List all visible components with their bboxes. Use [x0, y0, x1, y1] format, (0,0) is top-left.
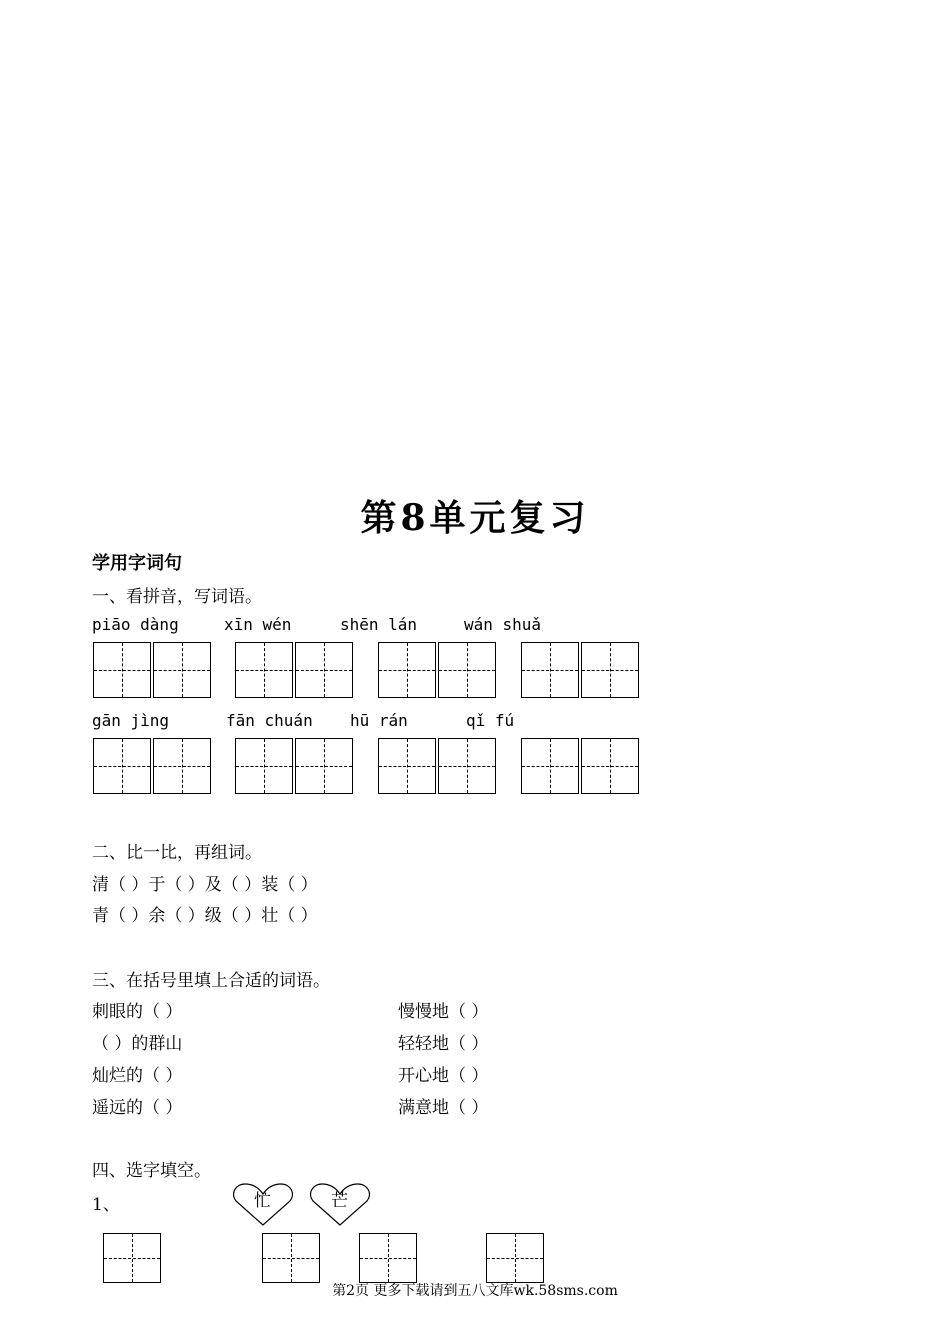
- writing-box[interactable]: [521, 738, 579, 794]
- pinyin-6: fān chuán: [226, 711, 313, 730]
- page-title: 第8单元复习: [360, 497, 590, 539]
- writing-box[interactable]: [378, 642, 436, 698]
- pinyin-4: wán shuǎ: [464, 615, 542, 634]
- answer-box[interactable]: [262, 1233, 320, 1283]
- fill-right-2: 轻轻地（ ）: [398, 1034, 489, 1054]
- answer-box[interactable]: [103, 1233, 161, 1283]
- choice-char-1: 忙: [254, 1191, 271, 1211]
- section3-heading: 三、在括号里填上合适的词语。: [92, 971, 330, 991]
- writing-box[interactable]: [438, 738, 496, 794]
- answer-box[interactable]: [486, 1233, 544, 1283]
- answer-box[interactable]: [359, 1233, 417, 1283]
- item-number: 1、: [92, 1195, 120, 1215]
- fill-left-1: 刺眼的（ ）: [92, 1002, 183, 1022]
- writing-box[interactable]: [438, 642, 496, 698]
- writing-box[interactable]: [235, 642, 293, 698]
- fill-right-3: 开心地（ ）: [398, 1066, 489, 1086]
- section4-heading: 四、选字填空。: [92, 1161, 211, 1181]
- fill-left-4: 遥远的（ ）: [92, 1098, 183, 1118]
- writing-box[interactable]: [581, 738, 639, 794]
- pinyin-5: gān jìng: [92, 711, 170, 730]
- pinyin-1: piāo dàng: [92, 615, 179, 634]
- compare-line-2: 青（ ）余（ ）级（ ）壮（ ）: [92, 906, 318, 926]
- section2-heading: 二、比一比，再组词。: [92, 843, 262, 863]
- fill-right-1: 慢慢地（ ）: [398, 1002, 489, 1022]
- section-subtitle: 学用字词句: [92, 553, 182, 574]
- writing-box[interactable]: [295, 642, 353, 698]
- writing-box[interactable]: [295, 738, 353, 794]
- fill-left-2: （ ）的群山: [92, 1034, 183, 1054]
- pinyin-3: shēn lán: [340, 615, 418, 634]
- pinyin-8: qǐ fú: [466, 711, 515, 730]
- pinyin-7: hū rán: [350, 711, 408, 730]
- writing-box[interactable]: [521, 642, 579, 698]
- section1-heading: 一、看拼音，写词语。: [92, 587, 262, 607]
- writing-box[interactable]: [93, 738, 151, 794]
- writing-box[interactable]: [153, 738, 211, 794]
- pinyin-2: xīn wén: [224, 615, 292, 634]
- choice-char-2: 芒: [331, 1191, 348, 1211]
- writing-box[interactable]: [93, 642, 151, 698]
- page-footer: 第2页 更多下载请到五八文库wk.58sms.com: [332, 1283, 618, 1299]
- writing-box[interactable]: [378, 738, 436, 794]
- fill-left-3: 灿烂的（ ）: [92, 1066, 183, 1086]
- writing-box[interactable]: [235, 738, 293, 794]
- compare-line-1: 清（ ）于（ ）及（ ）装（ ）: [92, 875, 318, 895]
- writing-box[interactable]: [581, 642, 639, 698]
- fill-right-4: 满意地（ ）: [398, 1098, 489, 1118]
- writing-box[interactable]: [153, 642, 211, 698]
